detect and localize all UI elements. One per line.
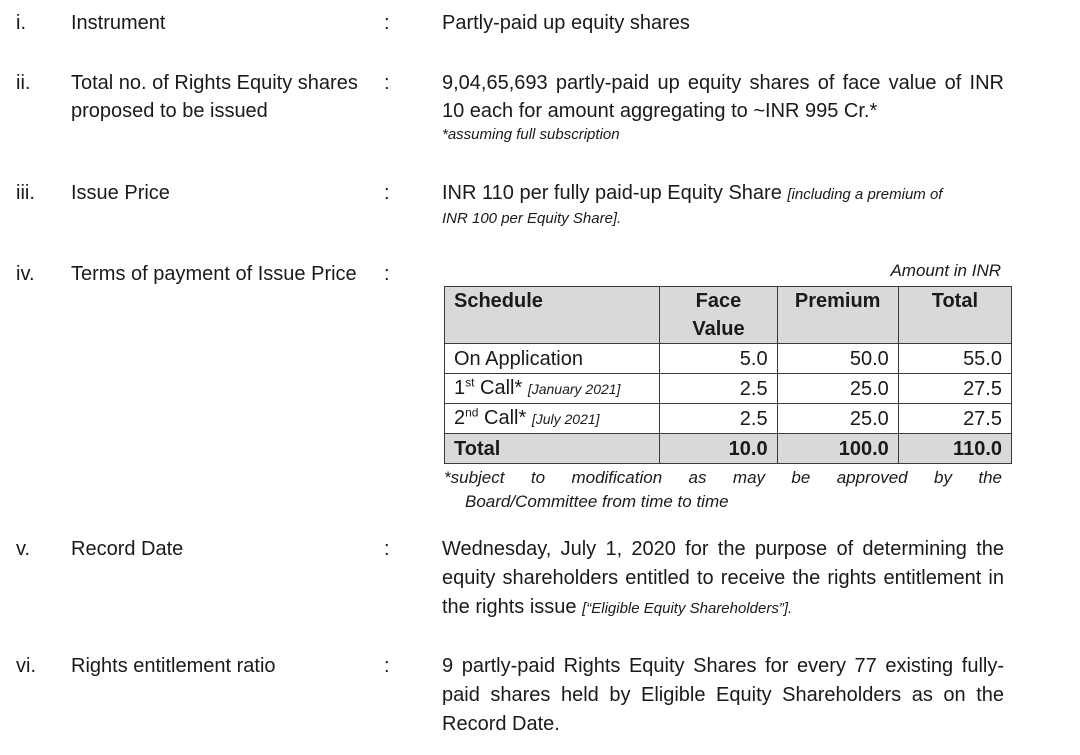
schedule-footnote bbox=[444, 466, 1002, 514]
row-colon: : bbox=[384, 655, 390, 677]
row-note: [“Eligible Equity Shareholders”]. bbox=[582, 600, 793, 617]
row-value: INR 110 per fully paid-up Equity Share bbox=[442, 182, 782, 204]
col-header-total: Total bbox=[898, 287, 1011, 344]
schedule-label-cell bbox=[445, 374, 660, 404]
amount-in-inr-note: Amount in INR bbox=[890, 261, 1001, 280]
row-value-block bbox=[442, 179, 1004, 229]
row-value: 9 partly-paid Rights Equity Shares for every 77 existing fully-paid shares held by Eligible Equity Shareholders as on the Record Date. bbox=[442, 655, 1004, 735]
schedule-label-cell bbox=[445, 404, 660, 434]
total-cell: 27.5 bbox=[898, 374, 1011, 404]
schedule-date-note: [July 2021] bbox=[531, 411, 600, 427]
row-label: Instrument bbox=[71, 12, 166, 34]
schedule-label-rest: Call* bbox=[478, 407, 527, 429]
grand-total: 110.0 bbox=[898, 434, 1011, 464]
row-number: iii. bbox=[16, 182, 35, 204]
row-number: i. bbox=[16, 12, 26, 34]
schedule-label: On Application bbox=[445, 344, 660, 374]
total-premium: 100.0 bbox=[777, 434, 898, 464]
ordinal-suffix: nd bbox=[465, 405, 479, 420]
row-colon: : bbox=[384, 538, 390, 560]
row-value-block bbox=[442, 69, 1004, 145]
table-row bbox=[445, 404, 1012, 434]
row-label: Terms of payment of Issue Price bbox=[71, 263, 357, 285]
premium-cell: 50.0 bbox=[777, 344, 898, 374]
table-header-row bbox=[445, 287, 1012, 344]
table-row bbox=[445, 374, 1012, 404]
col-header-premium: Premium bbox=[777, 287, 898, 344]
table-row bbox=[445, 344, 1012, 374]
row-colon: : bbox=[384, 263, 390, 285]
row-colon: : bbox=[384, 12, 390, 34]
schedule-label: 2 bbox=[454, 407, 466, 429]
row-number: ii. bbox=[16, 72, 31, 94]
row-value-block bbox=[442, 535, 1004, 623]
col-header-face-value: Face Value bbox=[660, 287, 777, 344]
row-note-cont: INR 100 per Equity Share]. bbox=[442, 210, 622, 227]
ordinal-suffix: st bbox=[465, 375, 475, 390]
premium-cell: 25.0 bbox=[777, 404, 898, 434]
total-label: Total bbox=[445, 434, 660, 464]
total-face-value: 10.0 bbox=[660, 434, 777, 464]
row-value: Partly-paid up equity shares bbox=[442, 12, 690, 34]
face-value-cell: 2.5 bbox=[660, 374, 777, 404]
row-label: Total no. of Rights Equity shares proposed to be issued bbox=[71, 72, 358, 122]
row-number: iv. bbox=[16, 263, 35, 285]
row-value: Wednesday, July 1, 2020 for the purpose of determining the equity shareholders entitled to receive the rights entitlement in the rights issue bbox=[442, 538, 1004, 618]
footnote-line-1: *subject to modification as may be approved by the bbox=[444, 468, 1002, 487]
row-label: Rights entitlement ratio bbox=[71, 655, 276, 677]
row-value: 9,04,65,693 partly-paid up equity shares of face value of INR 10 each for amount aggregating to ~INR 995 Cr.* bbox=[442, 72, 1004, 122]
footnote-line-2: Board/Committee from time to time bbox=[465, 492, 729, 511]
row-number: v. bbox=[16, 538, 31, 560]
row-label: Record Date bbox=[71, 538, 184, 560]
payment-schedule-table bbox=[444, 286, 1012, 464]
schedule-label-rest: Call* bbox=[474, 377, 523, 399]
premium-cell: 25.0 bbox=[777, 374, 898, 404]
row-label: Issue Price bbox=[71, 182, 170, 204]
schedule-date-note: [January 2021] bbox=[527, 381, 621, 397]
total-cell: 55.0 bbox=[898, 344, 1011, 374]
table-total-row bbox=[445, 434, 1012, 464]
face-value-cell: 2.5 bbox=[660, 404, 777, 434]
row-colon: : bbox=[384, 72, 390, 94]
row-colon: : bbox=[384, 182, 390, 204]
total-cell: 27.5 bbox=[898, 404, 1011, 434]
schedule-label: 1 bbox=[454, 377, 466, 399]
face-value-cell: 5.0 bbox=[660, 344, 777, 374]
row-note: *assuming full subscription bbox=[442, 126, 620, 143]
row-value-line bbox=[442, 179, 1004, 209]
col-header-schedule: Schedule bbox=[445, 287, 660, 344]
row-number: vi. bbox=[16, 655, 36, 677]
row-note: [including a premium of bbox=[787, 186, 943, 203]
